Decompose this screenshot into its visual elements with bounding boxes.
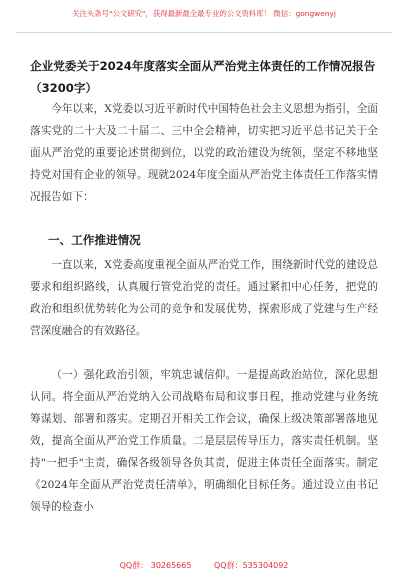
section-paragraph-1: 一直以来，X党委高度重视全面从严治党工作，围绕新时代党的建设总要求和组织路线，认真履行管党治党的责任。通过紧扣中心任务，把党的政治和组织优势转化为公司的竞争和发展优势，探索形成了党建与生产经营深度融合的有效路径。 [30,259,378,337]
header-divider [16,32,392,33]
header-note: 关注头条号"公文研究"，获得最新最全最专业的公文资料库！ 微信：gongwenyj [72,9,336,18]
section-paragraph-2: （一）强化政治引领，牢筑忠诚信仰。一是提高政治站位，深化思想认同。将全面从严治党纳入公司战略布局和议事日程，推动党建与业务统筹谋划、部署和落实。定期召开相关工作会议，确保上级决策部署落地见效，提高全面从严治党工作质量。二是层层传导压力，落实责任机制。坚持"一把手"主责，确保各级领导各负其责，促进主体责任全面落实。制定《2024年全面从严治党责任清单》，明确细化目标任务。通过设立由书记领导的检查小 [30,369,378,513]
footer [0,560,408,571]
footer-qq-group-1: QQ群： 30265665 [119,561,192,570]
document-title: 企业党委关于2024年度落实全面从严治党主体责任的工作情况报告（3200字） [30,59,376,95]
intro-paragraph: 今年以来，X党委以习近平新时代中国特色社会主义思想为指引，全面落实党的二十大及二十届二、三中全会精神，切实把习近平总书记关于全面从严治党的重要论述贯彻到位，以党的政治建设为统领，坚定不移地坚持党对国有企业的领导。现就2024年度全面从严治党主体责任工作落实情况报告如下： [30,103,378,203]
section-heading: 一、工作推进情况 [48,233,141,247]
footer-qq-group-2: QQ群：535304092 [214,561,289,570]
